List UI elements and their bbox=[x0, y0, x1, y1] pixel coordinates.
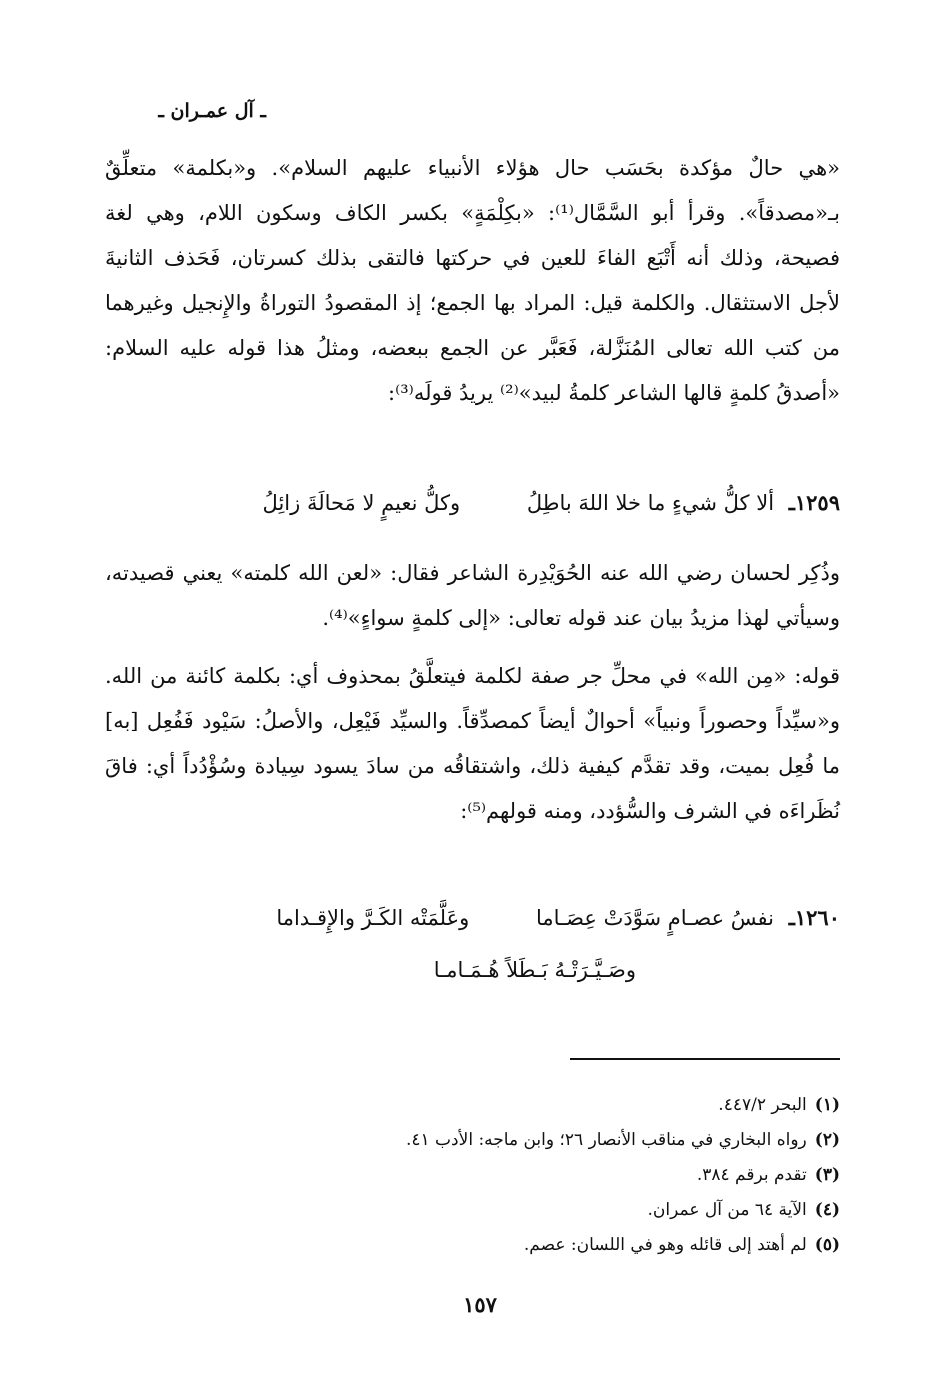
footnote-number: (٤) bbox=[814, 1200, 840, 1220]
verse-first-hemistich: نفسُ عصـامٍ سَوَّدَتْ عِصَـاما bbox=[535, 906, 775, 930]
footnote-text: الآية ٦٤ من آل عمران. bbox=[647, 1200, 807, 1220]
footnote-item bbox=[105, 1123, 840, 1158]
footnote-number: (٣) bbox=[814, 1165, 840, 1185]
paragraph-3: قوله: «مِن الله» في محلِّ جر صفة لكلمة فيتعلَّقُ بمحذوف أي: بكلمة كائنة من الله. و«سيِّداً وحصوراً ونبياً» أحوالٌ أيضاً كمصدِّقاً. والسيِّد فَيْعِل، والأصلُ: سَيْود فَفُعِل [به] ما فُعِل بميت، وقد تقدَّم كيفية ذلك، واشتقاقُه من سادَ يسود سِيادة وسُؤْدُداً أي: فاقَ نُظَراءَه في الشرف والسُّؤدد، ومنه قولهم⁽⁵⁾: bbox=[105, 664, 840, 823]
verse-first-hemistich: ألا كلُّ شيءٍ ما خلا اللهَ باطِلُ bbox=[526, 491, 775, 515]
footnote-text: تقدم برقم ٣٨٤. bbox=[696, 1165, 807, 1185]
page-number: ١٥٧ bbox=[463, 1292, 497, 1317]
running-header: ـ آل عمـران ـ bbox=[158, 100, 266, 122]
footnote-text: البحر ٤٤٧/٢. bbox=[718, 1095, 807, 1115]
paragraph-1: «هي حالٌ مؤكدة بحَسَب حال هؤلاء الأنبياء عليهم السلام». و«بكلمة» متعلِّقٌ بـ«مصدقاً». وقرأ أبو السَّمَّال⁽¹⁾: «بكِلْمَةٍ» بكسر الكاف وسكون اللام، وهي لغة فصيحة، وذلك أنه أَتْبَع الفاءَ للعين في حركتها فالتقى بذلك كسرتان، فَحَذف الثانيةَ لأجل الاستثقال. والكلمة قيل: المراد بها الجمع؛ إذ المقصودُ التوراةُ والإِنجيل وغيرهما من كتب الله تعالى المُنَزَّلة، فَعَبَّر عن الجمع ببعضه، ومثلُ هذا قوله عليه السلام: «أصدقُ كلمةٍ قالها الشاعر كلمةُ لبيد»⁽²⁾ يريدُ قولَه⁽³⁾: bbox=[105, 156, 840, 405]
verse-1260 bbox=[105, 905, 840, 930]
verse-number: ١٢٥٩ـ bbox=[788, 490, 840, 515]
footnote-divider bbox=[570, 1058, 840, 1060]
verse-1259 bbox=[105, 490, 840, 515]
footnote-item bbox=[105, 1193, 840, 1228]
verse-second-hemistich: وعَلَّمَتْه الكَـرَّ والإِقـداما bbox=[276, 906, 470, 930]
footnote-item bbox=[105, 1158, 840, 1193]
footnote-number: (٥) bbox=[814, 1235, 840, 1255]
footnote-number: (١) bbox=[814, 1095, 840, 1115]
footnote-text: لم أهتد إلى قائله وهو في اللسان: عصم. bbox=[523, 1235, 807, 1255]
footnote-item bbox=[105, 1088, 840, 1123]
verse-second-hemistich: وكلُّ نعيمٍ لا مَحالَةَ زائِلُ bbox=[262, 491, 461, 515]
verse-1260-continuation: وصَـيَّـرَتْـهُ بَـطَلاً هُـمَـامـا bbox=[433, 958, 636, 982]
footnote-text: رواه البخاري في مناقب الأنصار ٢٦؛ وابن ماجه: الأدب ٤١. bbox=[405, 1130, 807, 1150]
paragraph-2: وذُكِر لحسان رضي الله عنه الحُوَيْدِرة الشاعر فقال: «لعن الله كلمته» يعني قصيدته، وسيأتي لهذا مزيدُ بيان عند قوله تعالى: «إلى كلمةٍ سواءٍ»⁽⁴⁾. bbox=[105, 561, 840, 630]
footnote-item bbox=[105, 1228, 840, 1263]
verse-number: ١٢٦٠ـ bbox=[788, 905, 840, 930]
footnotes-list bbox=[105, 1088, 840, 1263]
footnote-number: (٢) bbox=[814, 1130, 840, 1150]
